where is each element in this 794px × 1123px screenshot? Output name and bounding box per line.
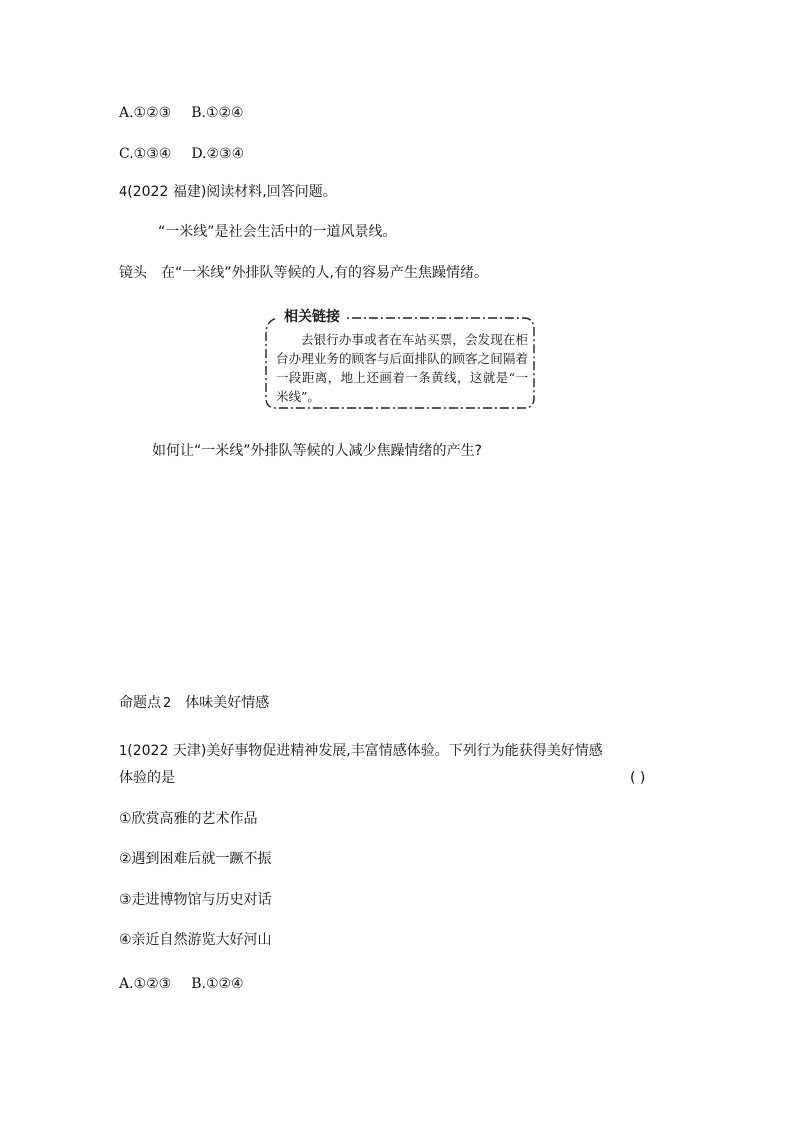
q1-item-1: ①欣赏高雅的艺术作品 (119, 811, 258, 827)
q4-source: (2022 福建) (127, 184, 207, 200)
q1-option-b: B.①②④ (191, 976, 244, 992)
section-label: 命题点 (119, 695, 161, 711)
related-link-body: 去银行办事或者在车站买票，会发现在柜台办理业务的顾客与后面排队的顾客之间隔着一段距离，地上还画着一条黄线，这就是“一米线”。 (276, 332, 528, 404)
q3-options-row-2 (119, 144, 244, 164)
q4-stem-text: 阅读材料,回答问题。 (206, 184, 337, 200)
q4-intro: “一米线”是社会生活中的一道风景线。 (158, 224, 397, 240)
q4-number: 4 (119, 185, 128, 200)
q1-stem-line-2: 体验的是 (119, 770, 175, 786)
q1-item-3: ③走进博物馆与历史对话 (119, 892, 272, 908)
q3-option-c: C.①③④ (119, 146, 172, 162)
q1-option-a: A.①②③ (119, 976, 172, 992)
q4-shot-label: 镜头 (119, 265, 147, 281)
q4-shot (119, 263, 488, 283)
q3-option-a: A.①②③ (119, 105, 172, 121)
q4-question: 如何让“一米线”外排队等候的人减少焦躁情绪的产生? (152, 443, 482, 459)
q3-options-row-1 (119, 103, 244, 123)
q1-source: (2022 天津) (127, 743, 207, 759)
section-number: 2 (163, 696, 172, 711)
q4-shot-text: 在“一米线”外排队等候的人,有的容易产生焦躁情绪。 (161, 265, 488, 281)
q1-stem-line-1 (119, 741, 603, 762)
q1-stem-text: 美好事物促进精神发展,丰富情感体验。下列行为能获得美好情感 (206, 743, 603, 759)
q4-stem (119, 182, 337, 203)
related-link-title: 相关链接 (280, 308, 344, 326)
q1-number: 1 (119, 744, 128, 759)
q1-item-2: ②遇到困难后就一蹶不振 (119, 851, 272, 867)
section-title: 体味美好情感 (185, 695, 270, 711)
q3-option-b: B.①②④ (191, 105, 244, 121)
section-heading (119, 693, 269, 714)
q3-option-d: D.②③④ (191, 146, 245, 162)
related-link-box (262, 308, 538, 412)
q1-answer-paren: ( ) (630, 770, 646, 786)
q1-options (119, 974, 244, 994)
q1-item-4: ④亲近自然游览大好河山 (119, 932, 272, 948)
